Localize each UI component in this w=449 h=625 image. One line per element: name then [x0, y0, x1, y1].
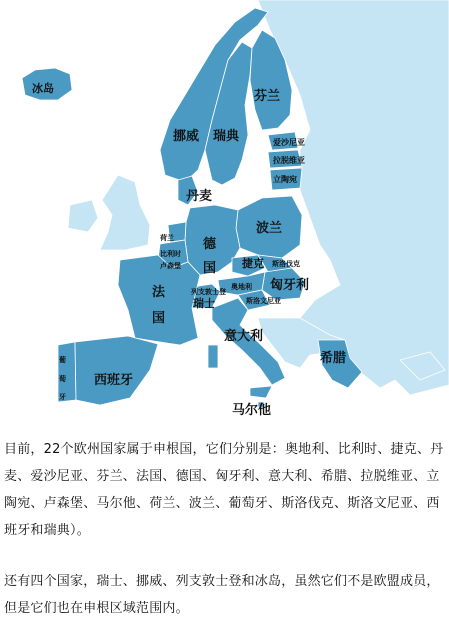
label-italy: 意大利 — [224, 329, 264, 344]
label-latvia: 拉脱维亚 — [273, 156, 305, 165]
label-france-2: 国 — [152, 311, 166, 326]
label-iceland: 冰岛 — [32, 82, 54, 95]
non-member-ireland — [68, 200, 98, 232]
label-norway: 挪威 — [173, 129, 200, 144]
label-luxembourg: 卢森堡 — [160, 262, 181, 270]
label-france-1: 法 — [152, 285, 166, 300]
country-sardinia — [208, 345, 218, 368]
country-sicily — [250, 386, 272, 398]
paragraph-non-eu-members: 还有四个国家，瑞士、挪威、列支敦士登和冰岛，虽然它们不是欧盟成员，但是它们也在申根区域范围内。 — [4, 574, 440, 616]
label-spain: 西班牙 — [94, 373, 134, 388]
label-portugal-2: 萄 — [59, 375, 66, 383]
label-slovenia: 斯洛文尼亚 — [246, 297, 281, 305]
paragraph-member-list: 目前，22个欧州国家属于申根国，它们分别是：奥地利、比利时、捷克、丹麦、爱沙尼亚、芬兰、法国、德国、匈牙利、意大利、希腊、拉脱维亚、立陶宛、卢森堡、马尔他、荷兰、波兰、葡萄牙、斯洛伐克、斯洛文尼亚、西班牙和瑞典）。 — [4, 442, 444, 538]
label-sweden: 瑞典 — [213, 129, 240, 144]
label-estonia: 爱沙尼亚 — [273, 138, 305, 147]
label-belgium: 比利时 — [160, 250, 181, 258]
label-czech: 捷克 — [242, 257, 264, 270]
label-denmark: 丹麦 — [186, 189, 213, 204]
country-spain — [75, 336, 158, 405]
country-france — [118, 255, 200, 345]
label-netherlands: 荷兰 — [160, 234, 174, 242]
label-austria: 奥地利 — [231, 283, 252, 291]
label-liechtenstein: 列支敦士登 — [191, 288, 226, 296]
label-germany-2: 国 — [203, 261, 217, 276]
label-switzerland: 瑞士 — [193, 297, 215, 310]
label-germany-1: 德 — [203, 237, 217, 252]
description-text — [4, 436, 445, 622]
label-portugal-1: 葡 — [59, 356, 66, 364]
label-portugal-3: 牙 — [59, 393, 66, 401]
label-lithuania: 立陶宛 — [273, 175, 297, 184]
label-finland: 芬兰 — [254, 89, 281, 104]
label-malta: 马尔他 — [232, 403, 272, 418]
label-slovakia: 斯洛伐克 — [272, 260, 300, 268]
label-greece: 希腊 — [320, 351, 347, 366]
non-member-uk — [100, 175, 150, 250]
label-poland: 波兰 — [256, 221, 283, 236]
label-hungary: 匈牙利 — [270, 278, 310, 293]
